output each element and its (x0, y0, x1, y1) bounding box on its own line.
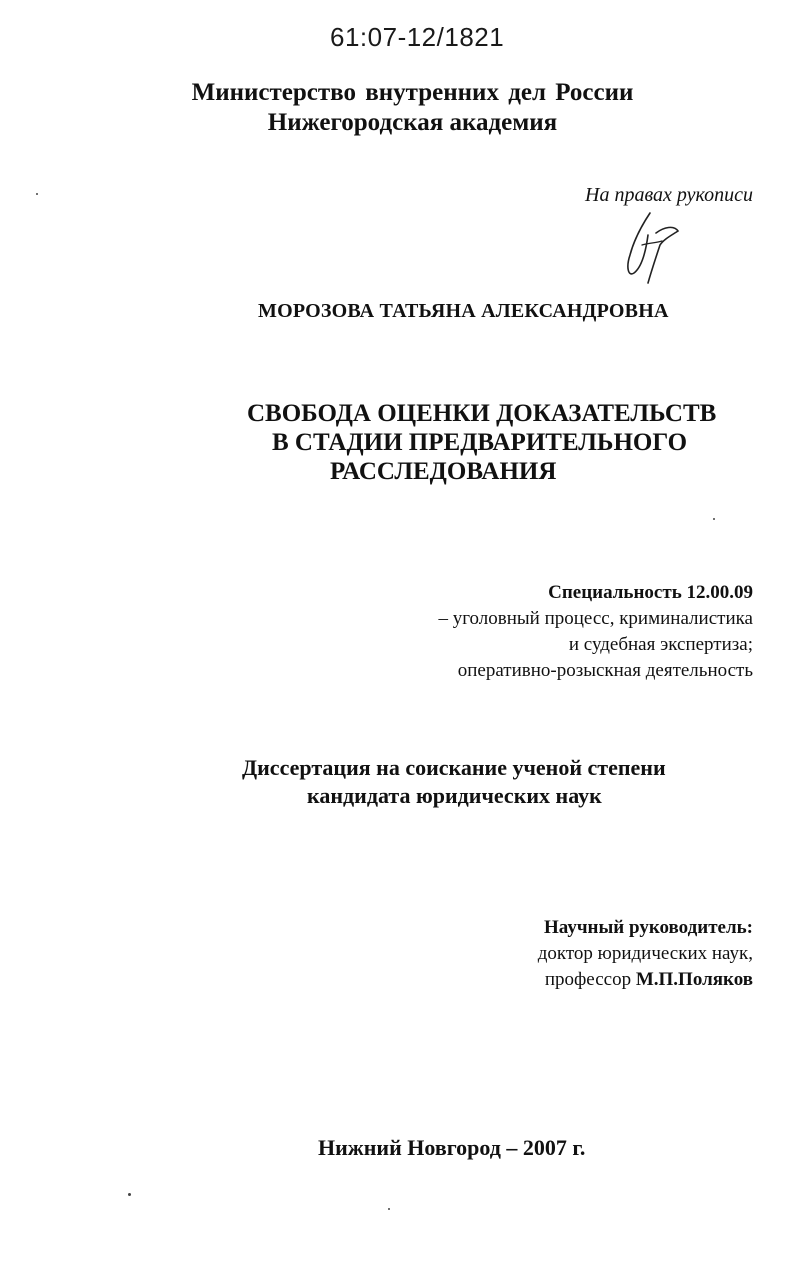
archive-code: 61:07-12/1821 (330, 22, 505, 52)
specialty-line-2: и судебная экспертиза; (568, 634, 753, 655)
author-name: МОРОЗОВА ТАТЬЯНА АЛЕКСАНДРОВНА (258, 300, 669, 322)
specialty-line-1: – уголовный процесс, криминалистика (438, 608, 753, 629)
dissertation-title-line-1: СВОБОДА ОЦЕНКИ ДОКАЗАТЕЛЬСТВ (247, 400, 717, 427)
manuscript-note: На правах рукописи (585, 184, 753, 206)
scan-speck (388, 1208, 390, 1210)
dissertation-title-line-3: РАССЛЕДОВАНИЯ (330, 458, 557, 485)
signature-icon (612, 205, 692, 290)
advisor-title-line (538, 967, 753, 993)
city-year: Нижний Новгород – 2007 г. (318, 1135, 586, 1160)
dissertation-title-line-2: В СТАДИИ ПРЕДВАРИТЕЛЬНОГО (272, 429, 688, 456)
specialty-block (438, 580, 753, 684)
specialty-line-3: оперативно-розыскная деятельность (457, 660, 753, 681)
thesis-line-1: Диссертация на соискание ученой степени (242, 755, 666, 780)
advisor-degree: доктор юридических наук, (537, 943, 753, 964)
academy-heading: Нижегородская академия (267, 109, 558, 136)
scan-speck (713, 518, 715, 520)
scan-speck (128, 1193, 131, 1196)
scan-speck (36, 193, 38, 195)
advisor-block (538, 915, 753, 993)
advisor-title: профессор (544, 969, 636, 990)
advisor-name: М.П.Поляков (635, 969, 753, 990)
thesis-line-2: кандидата юридических наук (307, 783, 602, 808)
ministry-heading: Министерство внутренних дел России (191, 79, 634, 106)
specialty-label: Специальность 12.00.09 (548, 582, 753, 603)
advisor-label: Научный руководитель: (544, 917, 753, 938)
